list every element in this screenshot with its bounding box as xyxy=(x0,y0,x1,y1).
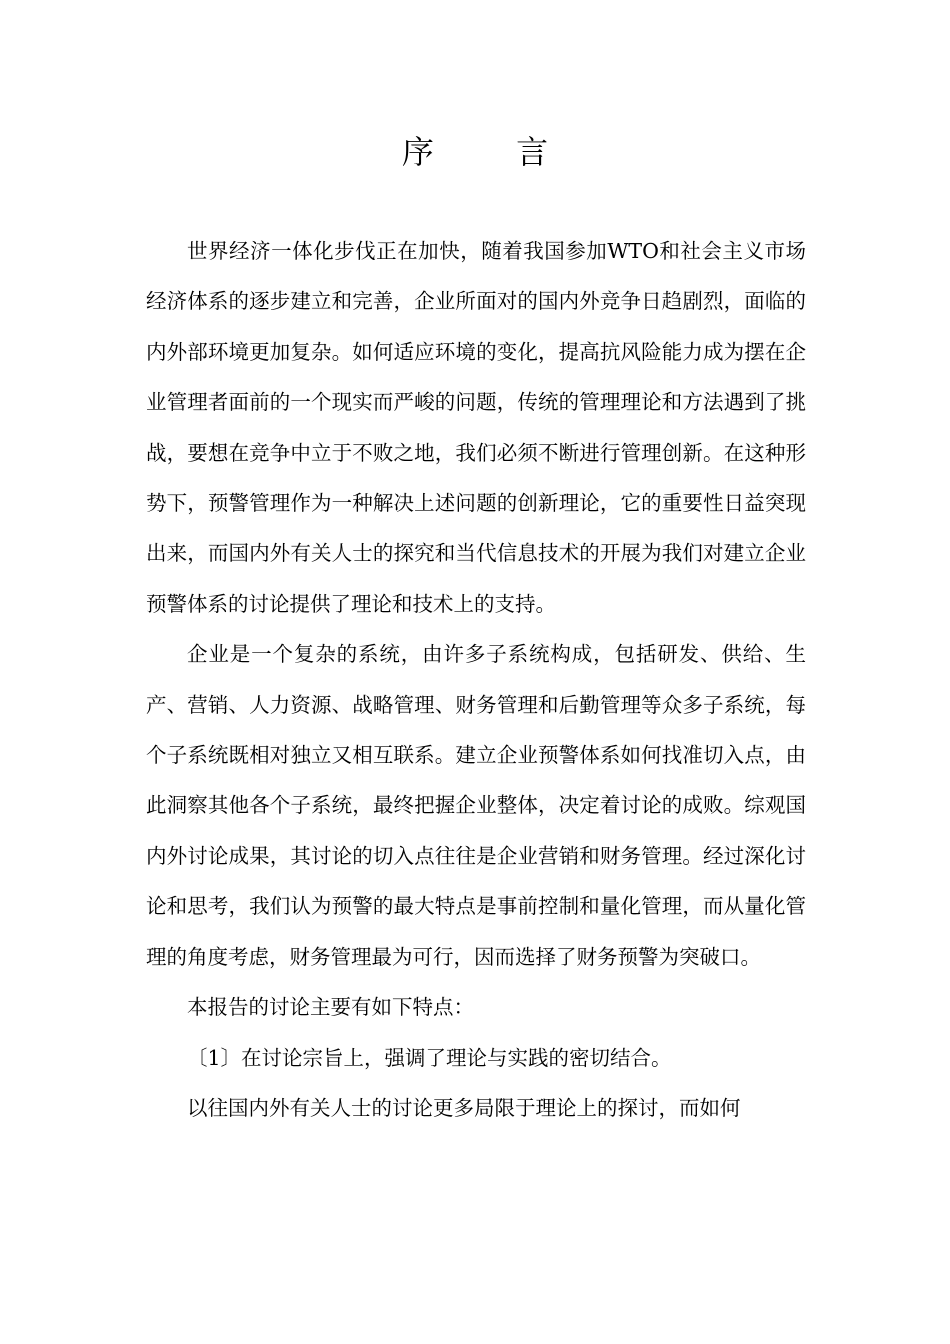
paragraph-3: 本报告的讨论主要有如下特点： xyxy=(187,995,474,1020)
paragraph-5: 以往国内外有关人士的讨论更多局限于理论上的探讨，而如何 xyxy=(187,1095,741,1120)
body-text xyxy=(146,226,806,1133)
paragraph-4: 〔1〕在讨论宗旨上，强调了理论与实践的密切结合。 xyxy=(187,1045,672,1070)
paragraph-2: 企业是一个复杂的系统，由许多子系统构成，包括研发、供给、生产、营销、人力资源、战略管理、财务管理和后勤管理等众多子系统，每个子系统既相对独立又相互联系。建立企业预警体系如何找准切入点，由此洞察其他各个子系统，最终把握企业整体，决定着讨论的成败。综观国内外讨论成果，其讨论的切入点往往是企业营销和财务管理。经过深化讨论和思考，我们认为预警的最大特点是事前控制和量化管理，而从量化管理的角度考虑，财务管理最为可行，因而选择了财务预警为突破口。 xyxy=(146,642,806,969)
paragraph-1: 世界经济一体化步伐正在加快，随着我国参加WTO和社会主义市场经济体系的逐步建立和完善，企业所面对的国内外竞争日趋剧烈，面临的内外部环境更加复杂。如何适应环境的变化，提高抗风险能力成为摆在企业管理者面前的一个现实而严峻的问题，传统的管理理论和方法遇到了挑战，要想在竞争中立于不败之地，我们必须不断进行管理创新。在这种形势下，预警管理作为一种解决上述问题的创新理论，它的重要性日益突现出来，而国内外有关人士的探究和当代信息技术的开展为我们对建立企业预警体系的讨论提供了理论和技术上的支持。 xyxy=(146,239,806,616)
page-title: 序 言 xyxy=(401,133,585,171)
